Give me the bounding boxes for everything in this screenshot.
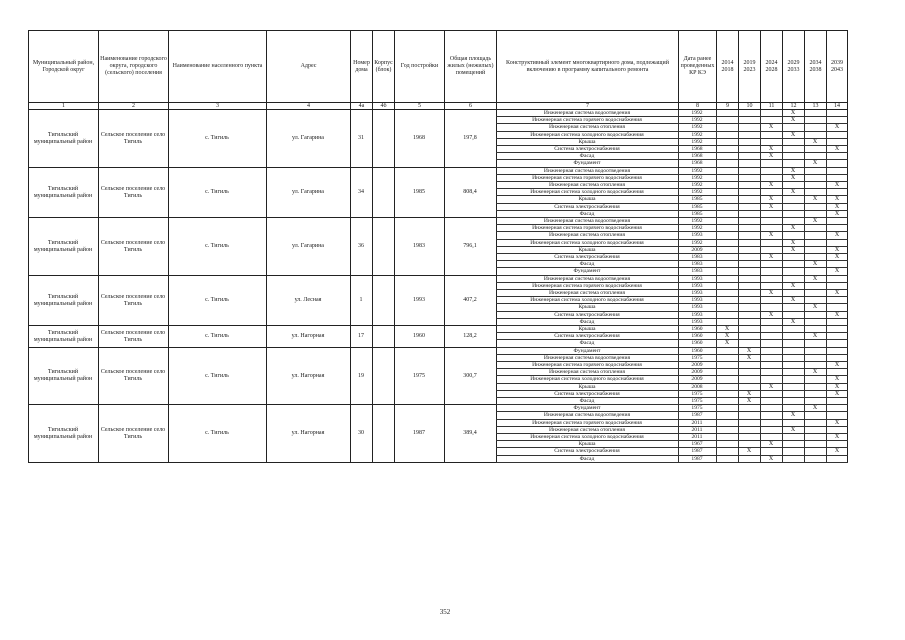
element-name: Система электроснабжения [554, 448, 620, 455]
period-mark: X [790, 426, 796, 433]
period-mark: X [834, 203, 840, 210]
repair-date: 1992 [691, 239, 703, 246]
header-locality: Наименование населенного пункта [168, 30, 266, 103]
house-settlement: Сельское поселение село Тигиль [100, 329, 166, 343]
header-area: Общая площадь жилых (нежилых) помещений [444, 30, 496, 103]
element-name: Система электроснабжения [554, 203, 620, 210]
element-name: Инженерная система горячего водоснабжения [532, 225, 642, 232]
element-name: Фасад [579, 261, 595, 268]
period-mark: X [790, 189, 796, 196]
col-number: 13 [804, 103, 826, 110]
house-settlement: Сельское поселение село Тигиль [100, 185, 166, 199]
element-name: Инженерная система горячего водоснабжения [532, 362, 642, 368]
period-mark: X [790, 167, 796, 174]
house-building [374, 218, 392, 276]
element-name: Крыша [578, 326, 596, 332]
repair-date: 1992 [691, 124, 703, 131]
element-name: Инженерная система водоотведения [543, 218, 631, 224]
period-mark: X [746, 354, 752, 361]
header-date-repair: Дата ранее проведенных КР КЭ [678, 30, 716, 103]
house-number: 34 [358, 189, 364, 196]
house-settlement: Сельское поселение село Тигиль [100, 239, 166, 253]
period-mark: X [790, 246, 796, 253]
col-number: 4 [266, 103, 350, 110]
house-street: ул. Нагорная [291, 430, 325, 437]
element-name: Инженерная система отопления [548, 232, 625, 239]
repair-date: 2008 [691, 383, 703, 390]
house-area: 808,4 [463, 189, 477, 196]
element-name: Крыша [578, 246, 596, 253]
period-mark: X [812, 138, 818, 145]
house-area: 197,8 [463, 135, 477, 142]
house-locality: с. Тигиль [205, 135, 229, 142]
period-mark: X [834, 362, 840, 368]
house-year: 1993 [413, 297, 425, 304]
house-building [374, 276, 392, 326]
period-mark: X [834, 434, 840, 440]
house-municipal: Тигильский муниципальный район [33, 293, 93, 307]
period-mark: X [724, 326, 730, 332]
house-building [374, 326, 392, 348]
repair-date: 2011 [691, 419, 703, 426]
col-number: 10 [738, 103, 760, 110]
period-mark: X [746, 347, 752, 354]
repair-date: 1992 [691, 167, 703, 174]
repair-date: 1960 [691, 333, 703, 340]
repair-date: 1992 [691, 225, 703, 232]
element-name: Фасад [579, 318, 595, 325]
repair-date: 1975 [691, 354, 703, 361]
house-locality: с. Тигиль [205, 243, 229, 250]
period-mark: X [768, 124, 774, 131]
repair-date: 1975 [691, 398, 703, 404]
house-number: 36 [358, 243, 364, 250]
repair-date: 1985 [691, 210, 703, 217]
period-mark: X [768, 383, 774, 390]
house-year: 1987 [413, 430, 425, 437]
page-number: 352 [439, 608, 451, 616]
repair-date: 1987 [691, 448, 703, 455]
period-mark: X [812, 304, 818, 311]
element-name: Инженерная система водоотведения [543, 110, 631, 116]
col-number: 3 [168, 103, 266, 110]
period-mark: X [834, 182, 840, 188]
house-number: 31 [358, 135, 364, 142]
period-mark: X [812, 261, 818, 268]
period-mark: X [812, 196, 818, 203]
period-mark: X [834, 311, 840, 318]
repair-date: 2009 [691, 369, 703, 376]
period-mark: X [834, 419, 840, 426]
col-number: 7 [496, 103, 678, 110]
period-mark: X [768, 254, 774, 260]
period-mark: X [768, 311, 774, 318]
house-locality: с. Тигиль [205, 297, 229, 304]
period-mark: X [768, 441, 774, 448]
period-mark: X [724, 333, 730, 340]
element-name: Система электроснабжения [554, 390, 620, 397]
repair-date: 2009 [691, 362, 703, 368]
element-name: Инженерная система отопления [548, 124, 625, 131]
house-municipal: Тигильский муниципальный район [33, 131, 93, 145]
element-name: Крыша [578, 196, 596, 203]
col-number: 5 [394, 103, 444, 110]
house-settlement: Сельское поселение село Тигиль [100, 426, 166, 440]
period-mark: X [724, 340, 730, 347]
header-period-3: 2024 2028 [760, 30, 782, 103]
element-name: Инженерная система водоотведения [543, 275, 631, 282]
repair-date: 1992 [691, 218, 703, 224]
header-element: Конструктивный элемент многоквартирного дома, подлежащий включению в программу капитального ремонта [496, 30, 678, 103]
element-name: Фундамент [573, 347, 601, 354]
element-name: Фасад [579, 210, 595, 217]
element-name: Инженерная система горячего водоснабжения [532, 419, 642, 426]
period-mark: X [834, 124, 840, 131]
house-area: 389,4 [463, 430, 477, 437]
house-street: ул. Гагарина [292, 189, 324, 196]
element-name: Фундамент [573, 160, 601, 167]
col-number: 4а [350, 103, 372, 110]
repair-date: 1993 [691, 282, 703, 289]
element-name: Инженерная система холодного водоснабжения [530, 189, 644, 196]
header-settlement: Наименование городского округа, городского (сельского) поселения [98, 30, 168, 103]
repair-date: 1975 [691, 405, 703, 412]
house-year: 1968 [413, 135, 425, 142]
house-municipal: Тигильский муниципальный район [33, 426, 93, 440]
element-name: Инженерная система горячего водоснабжения [532, 174, 642, 181]
repair-date: 1993 [691, 290, 703, 296]
header-building: Корпус (блок) [372, 30, 394, 103]
element-name: Фундамент [573, 405, 601, 412]
element-name: Инженерная система горячего водоснабжения [532, 117, 642, 124]
house-street: ул. Нагорная [291, 333, 325, 340]
element-name: Инженерная система водоотведения [543, 354, 631, 361]
col-number: 6 [444, 103, 496, 110]
element-name: Инженерная система отопления [548, 369, 625, 376]
header-period-6: 2039 2043 [826, 30, 848, 103]
col-number: 4б [372, 103, 394, 110]
period-mark: X [790, 239, 796, 246]
header-period-5: 2034 2038 [804, 30, 826, 103]
period-mark: X [834, 210, 840, 217]
element-name: Инженерная система отопления [548, 290, 625, 296]
repair-date: 1992 [691, 189, 703, 196]
element-name: Инженерная система холодного водоснабжения [530, 239, 644, 246]
repair-date: 1968 [691, 160, 703, 167]
header-house-number: Номер дома [350, 30, 372, 103]
period-mark: X [812, 405, 818, 412]
element-name: Система электроснабжения [554, 146, 620, 152]
period-mark: X [768, 232, 774, 239]
house-street: ул. Гагарина [292, 135, 324, 142]
element-name: Система электроснабжения [554, 311, 620, 318]
period-mark: X [834, 246, 840, 253]
house-building [374, 110, 392, 168]
repair-date: 1985 [691, 196, 703, 203]
period-mark: X [768, 290, 774, 296]
repair-date: 1983 [691, 254, 703, 260]
period-mark: X [790, 225, 796, 232]
element-name: Инженерная система холодного водоснабжения [530, 434, 644, 440]
period-mark: X [812, 275, 818, 282]
repair-date: 1992 [691, 174, 703, 181]
element-name: Крыша [578, 138, 596, 145]
period-mark: X [834, 146, 840, 152]
house-area: 128,2 [463, 333, 477, 340]
period-mark: X [834, 232, 840, 239]
header-address: Адрес [266, 30, 350, 103]
house-municipal: Тигильский муниципальный район [33, 369, 93, 383]
house-locality: с. Тигиль [205, 430, 229, 437]
repair-date: 1992 [691, 131, 703, 138]
repair-date: 1968 [691, 153, 703, 160]
period-mark: X [768, 455, 774, 462]
house-locality: с. Тигиль [205, 372, 229, 379]
house-building [374, 348, 392, 406]
header-period-1: 2014 2018 [716, 30, 738, 103]
house-area: 407,2 [463, 297, 477, 304]
col-number: 2 [98, 103, 168, 110]
repair-date: 1987 [691, 455, 703, 462]
element-name: Фасад [579, 153, 595, 160]
repair-date: 1983 [691, 268, 703, 275]
repair-date: 1985 [691, 203, 703, 210]
repair-date: 1967 [691, 441, 703, 448]
col-number: 12 [782, 103, 804, 110]
element-name: Фундамент [573, 268, 601, 275]
period-mark: X [834, 383, 840, 390]
header-period-4: 2029 2033 [782, 30, 804, 103]
col-number: 9 [716, 103, 738, 110]
repair-date: 1992 [691, 110, 703, 116]
period-mark: X [768, 146, 774, 152]
element-name: Инженерная система водоотведения [543, 412, 631, 419]
house-settlement: Сельское поселение село Тигиль [100, 369, 166, 383]
period-mark: X [768, 153, 774, 160]
period-mark: X [834, 390, 840, 397]
house-municipal: Тигильский муниципальный район [33, 239, 93, 253]
house-street: ул. Лесная [294, 297, 322, 304]
house-street: ул. Гагарина [292, 243, 324, 250]
header-municipal: Муниципальный район, Городской округ [28, 30, 98, 103]
element-name: Инженерная система горячего водоснабжения [532, 282, 642, 289]
element-name: Система электроснабжения [554, 333, 620, 340]
period-mark: X [790, 131, 796, 138]
period-mark: X [746, 398, 752, 404]
repair-date: 1993 [691, 232, 703, 239]
element-name: Фасад [579, 455, 595, 462]
repair-date: 1993 [691, 297, 703, 304]
house-locality: с. Тигиль [205, 189, 229, 196]
period-mark: X [790, 174, 796, 181]
repair-date: 2011 [691, 434, 703, 440]
repair-date: 1993 [691, 318, 703, 325]
element-name: Фасад [579, 398, 595, 404]
period-mark: X [834, 268, 840, 275]
element-name: Инженерная система холодного водоснабжения [530, 131, 644, 138]
house-municipal: Тигильский муниципальный район [33, 185, 93, 199]
period-mark: X [790, 117, 796, 124]
period-mark: X [812, 369, 818, 376]
house-year: 1975 [413, 372, 425, 379]
repair-date: 1975 [691, 390, 703, 397]
period-mark: X [790, 110, 796, 116]
house-street: ул. Нагорная [291, 372, 325, 379]
header-period-2: 2019 2023 [738, 30, 760, 103]
repair-date: 1960 [691, 347, 703, 354]
element-name: Крыша [578, 304, 596, 311]
period-mark: X [812, 160, 818, 167]
house-building [374, 168, 392, 218]
period-mark: X [834, 376, 840, 383]
repair-date: 1992 [691, 182, 703, 188]
period-mark: X [812, 333, 818, 340]
house-settlement: Сельское поселение село Тигиль [100, 293, 166, 307]
period-mark: X [834, 196, 840, 203]
house-locality: с. Тигиль [205, 333, 229, 340]
repair-date: 1993 [691, 275, 703, 282]
house-building [374, 405, 392, 463]
repair-date: 1992 [691, 117, 703, 124]
repair-date: 1960 [691, 326, 703, 332]
element-name: Крыша [578, 441, 596, 448]
repair-date: 2011 [691, 426, 703, 433]
repair-date: 1960 [691, 340, 703, 347]
element-name: Инженерная система отопления [548, 426, 625, 433]
period-mark: X [790, 282, 796, 289]
repair-date: 1993 [691, 304, 703, 311]
repair-date: 1992 [691, 138, 703, 145]
repair-date: 1983 [691, 261, 703, 268]
col-number: 14 [826, 103, 848, 110]
period-mark: X [834, 290, 840, 296]
col-number: 8 [678, 103, 716, 110]
house-number: 19 [358, 372, 364, 379]
repair-date: 1987 [691, 412, 703, 419]
period-mark: X [812, 218, 818, 224]
house-number: 1 [359, 297, 363, 304]
house-year: 1983 [413, 243, 425, 250]
house-year: 1985 [413, 189, 425, 196]
house-municipal: Тигильский муниципальный район [33, 329, 93, 343]
period-mark: X [834, 254, 840, 260]
house-area: 300,7 [463, 372, 477, 379]
element-name: Инженерная система отопления [548, 182, 625, 188]
house-year: 1960 [413, 333, 425, 340]
period-mark: X [768, 203, 774, 210]
element-name: Инженерная система водоотведения [543, 167, 631, 174]
period-mark: X [790, 297, 796, 304]
col-number: 11 [760, 103, 782, 110]
period-mark: X [790, 412, 796, 419]
element-name: Система электроснабжения [554, 254, 620, 260]
repair-date: 2009 [691, 246, 703, 253]
period-mark: X [746, 448, 752, 455]
repair-date: 1968 [691, 146, 703, 152]
period-mark: X [768, 182, 774, 188]
house-area: 796,1 [463, 243, 477, 250]
col-number: 1 [28, 103, 98, 110]
element-name: Крыша [578, 383, 596, 390]
element-name: Инженерная система холодного водоснабжения [530, 376, 644, 383]
period-mark: X [834, 448, 840, 455]
period-mark: X [790, 318, 796, 325]
period-mark: X [768, 196, 774, 203]
repair-date: 2009 [691, 376, 703, 383]
element-name: Инженерная система холодного водоснабжения [530, 297, 644, 304]
repair-date: 1993 [691, 311, 703, 318]
element-name: Фасад [579, 340, 595, 347]
house-number: 30 [358, 430, 364, 437]
period-mark: X [746, 390, 752, 397]
house-settlement: Сельское поселение село Тигиль [100, 131, 166, 145]
house-number: 17 [358, 333, 364, 340]
header-year-built: Год постройки [394, 30, 444, 103]
